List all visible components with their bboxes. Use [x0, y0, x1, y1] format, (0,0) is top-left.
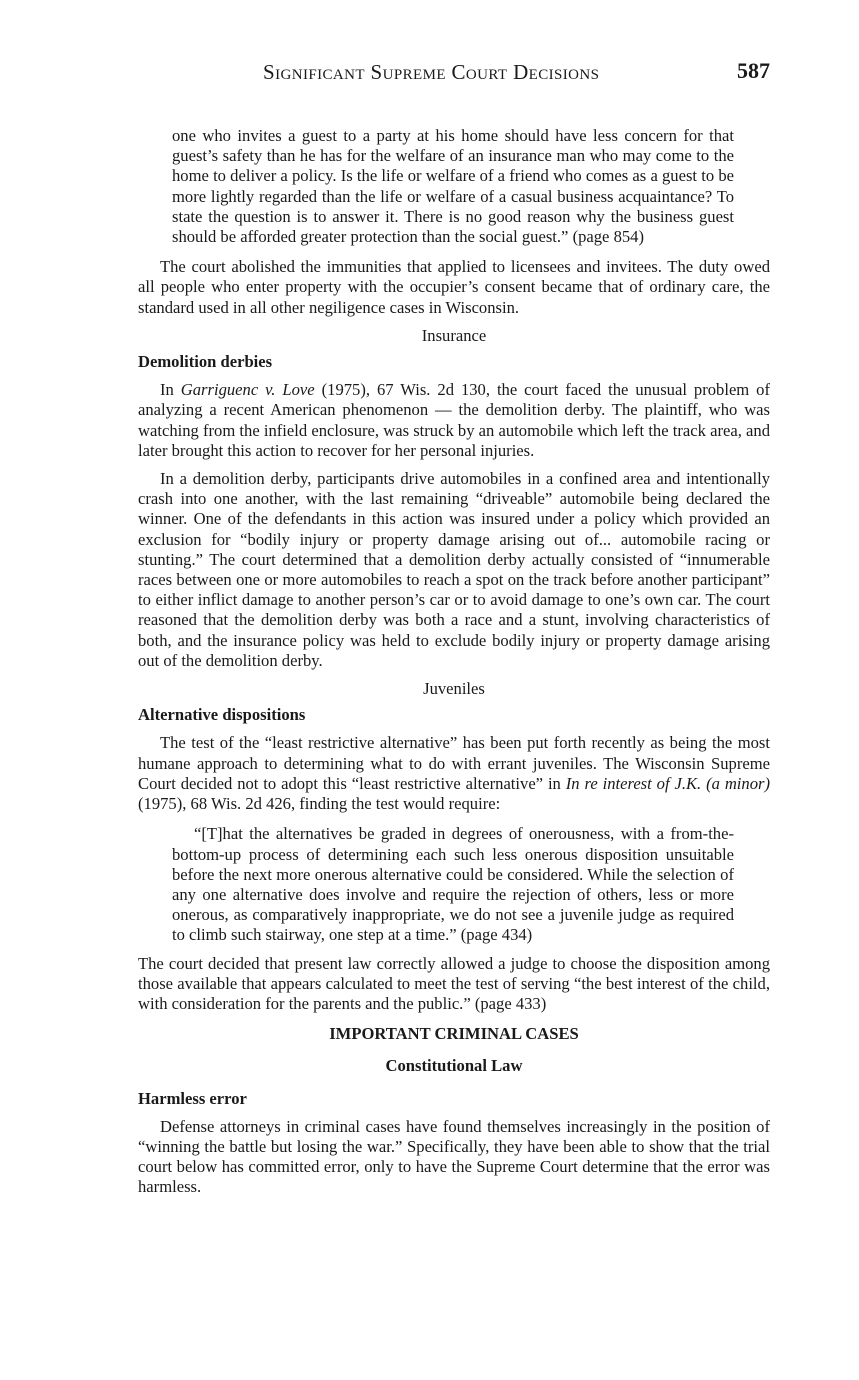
paragraph-demolition-derby: In a demolition derby, participants drive automobiles in a confined area and intentionally crash into one another, with the last remaining “driveable” automobile being declared the winner. One of the defendants in this action was insured under a policy which provided an exclusion for “bodily injury or property damage arising out of... automobile racing or stunting.” The court determined that a demolition derby actually consisted of “innumerable races between one or more automobiles to reach a spot on the track before another participant” to either inflict damage to another person’s car or to avoid damage to one’s own car. The court reasoned that the demolition derby was both a race and a stunt, involving characteristics of both, and the insurance policy was held to exclude bodily injury or property damage arising out of the demolition derby. [138, 469, 770, 670]
section-heading-criminal-cases: IMPORTANT CRIMINAL CASES [329, 1024, 579, 1044]
page-body [138, 126, 770, 1198]
text-run: (1975), 67 Wis. 2d 130, the court faced the unusual problem of analyzing a recent American phenomenon — the demolition derby. The plaintiff, who was watching from the infield enclosure, was struck by an automobile which left the track area, and later brought this action to recover for her personal injuries. [138, 380, 770, 460]
heading-demolition-derbies: Demolition derbies [138, 352, 273, 372]
subsection-heading-constitutional-law: Constitutional Law [385, 1056, 523, 1076]
paragraph-court-decided: The court decided that present law correctly allowed a judge to choose the disposition among those available that appears calculated to meet the test of serving “the best interest of the child, with consideration for the parents and the public.” (page 433) [138, 953, 770, 1013]
paragraph-least-restrictive [138, 733, 770, 814]
text-run: (1975), 68 Wis. 2d 426, finding the test would require: [138, 794, 501, 814]
paragraph-harmless-error: Defense attorneys in criminal cases have found themselves increasingly in the position of “winning the battle but losing the war.” Specifically, they have been able to show that the trial court below has committed error, only to have the Supreme Court determine that the error was harmless. [138, 1116, 770, 1197]
page-header [138, 58, 770, 86]
subject-heading-insurance: Insurance [421, 325, 487, 345]
block-quote-social-guest: one who invites a guest to a party at his home should have less concern for that guest’s safety than he has for the welfare of an insurance man who may come to the home to deliver a policy. Is the life or welfare of a friend who comes as a guest to be more lightly regarded than the life or welfare of a casual business acquaintance? To state the question is to answer it. There is no good reason why the business guest should be afforded greater protection than the social guest.” (page 854) [172, 126, 734, 247]
case-name-garriguenc: Garriguenc v. Love [180, 380, 315, 400]
case-name-jk: In re interest of J.K. (a minor) [565, 773, 770, 793]
paragraph-garriguenc [138, 380, 770, 461]
heading-alternative-dispositions: Alternative dispositions [138, 705, 306, 725]
subject-heading-juveniles: Juveniles [423, 679, 485, 699]
paragraph-immunities: The court abolished the immunities that applied to licensees and invitees. The duty owed all people who enter property with the occupier’s consent became that of ordinary care, the standard used in all other negiligence cases in Wisconsin. [138, 257, 770, 317]
running-head: Significant Supreme Court Decisions [263, 60, 600, 84]
text-run: The test of the “least restrictive alternative” has been put forth recently as being the most humane approach to determining what to do with errant juveniles. The Wisconsin Supreme Court decided not to adopt this “least restrictive alternative” in [138, 733, 770, 793]
heading-harmless-error: Harmless error [138, 1088, 247, 1108]
page-number: 587 [737, 58, 770, 83]
text-run: In [160, 380, 181, 400]
block-quote-onerousness: “[T]hat the alternatives be graded in degrees of onerousness, with a from-the-bottom-up process of determining each such less onerous disposition unsuitable before the next more onerous alternative could be considered. While the selection of any one alternative does involve and require the rejection of others, less or more onerous, as comparatively inappropriate, we do not see a juvenile judge as required to climb such stairway, one step at a time.” (page 434) [172, 824, 734, 945]
